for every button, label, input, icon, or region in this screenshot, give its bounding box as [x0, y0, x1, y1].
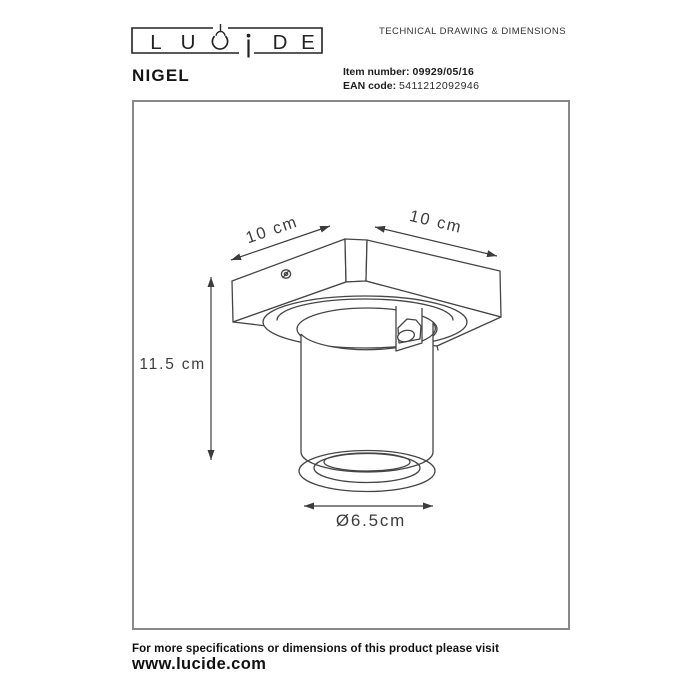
dim-label-width-right: 10 cm — [407, 206, 465, 238]
lucide-logo — [126, 18, 336, 64]
logo-letter-c-glyph — [212, 36, 227, 49]
logo-letter-d: D — [272, 31, 288, 54]
plate-front-corner-edge — [437, 346, 438, 350]
dim-label-width-left: 10 cm — [243, 212, 301, 248]
footer-note: For more specifications or dimensions of this product please visit — [132, 643, 500, 655]
ean-value: 5411212092946 — [399, 80, 480, 92]
ean-row — [343, 79, 479, 93]
item-number-value: 09929/05/16 — [412, 66, 475, 78]
dim-label-diameter: Ø6.5cm — [335, 511, 407, 530]
logo-letter-u: U — [180, 31, 196, 54]
technical-drawing — [132, 100, 570, 630]
plate-corner-face — [345, 239, 367, 282]
item-number-label: Item number: — [343, 66, 410, 78]
logo-letter-i-dot — [247, 34, 251, 38]
recess-dome — [263, 296, 467, 348]
doc-title: TECHNICAL DRAWING & DIMENSIONS — [379, 26, 566, 37]
footer-website: www.lucide.com — [132, 655, 267, 673]
item-info-block — [343, 65, 479, 93]
logo-pendant-hook-icon — [216, 24, 225, 36]
ean-label: EAN code: — [343, 80, 397, 92]
product-name: NIGEL — [132, 66, 190, 85]
logo-letter-l: L — [150, 31, 162, 54]
dim-label-height: 11.5 cm — [139, 356, 206, 373]
item-number-row — [343, 65, 479, 79]
logo-letter-e: E — [301, 31, 315, 54]
